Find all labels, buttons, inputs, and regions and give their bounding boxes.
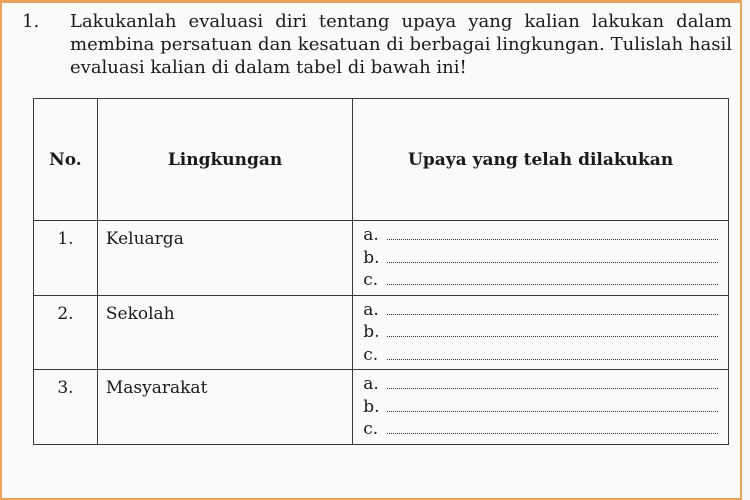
effort-line[interactable] <box>363 225 718 248</box>
instruction <box>22 10 732 79</box>
effort-label: b. <box>363 396 380 417</box>
answer-blank[interactable] <box>387 304 718 315</box>
effort-label: a. <box>363 299 379 320</box>
effort-line[interactable] <box>363 322 718 345</box>
question-text: Lakukanlah evaluasi diri tentang upaya yang kalian lakukan dalam membina persatuan dan kesatuan di berbagai lingkungan. Tulislah hasil evaluasi kalian di dalam tabel di bawah ini! <box>70 11 732 78</box>
answer-blank[interactable] <box>387 378 718 389</box>
effort-line[interactable] <box>363 248 718 271</box>
effort-label: b. <box>363 322 380 342</box>
answer-blank[interactable] <box>387 423 718 434</box>
answer-blank[interactable] <box>387 252 718 263</box>
effort-label: b. <box>363 247 380 268</box>
effort-label: a. <box>363 374 379 394</box>
effort-line[interactable] <box>363 419 718 442</box>
table-header-row <box>34 99 729 221</box>
row-environment: Masyarakat <box>97 370 352 445</box>
row-environment: Sekolah <box>97 295 352 370</box>
effort-line[interactable] <box>363 345 718 368</box>
header-efforts: Upaya yang telah dilakukan <box>353 99 729 221</box>
evaluation-table <box>33 98 729 445</box>
row-number: 1. <box>34 221 98 296</box>
effort-label: c. <box>363 344 379 365</box>
answer-blank[interactable] <box>387 349 718 360</box>
effort-line[interactable] <box>363 374 718 397</box>
effort-label: c. <box>363 419 379 439</box>
table-row <box>34 295 729 370</box>
effort-line[interactable] <box>363 270 718 293</box>
table-row <box>34 370 729 445</box>
row-environment: Keluarga <box>97 221 352 296</box>
answer-blank[interactable] <box>387 274 718 285</box>
header-no: No. <box>34 99 98 221</box>
answer-blank[interactable] <box>387 326 718 337</box>
row-efforts <box>353 221 729 296</box>
row-efforts <box>353 370 729 445</box>
effort-label: a. <box>363 225 379 245</box>
effort-line[interactable] <box>363 300 718 323</box>
answer-blank[interactable] <box>387 229 718 240</box>
question-number: 1. <box>22 11 40 32</box>
row-efforts <box>353 295 729 370</box>
effort-label: c. <box>363 270 379 290</box>
header-environment: Lingkungan <box>97 99 352 221</box>
table-row <box>34 221 729 296</box>
row-number: 2. <box>34 295 98 370</box>
row-number: 3. <box>34 370 98 445</box>
effort-line[interactable] <box>363 397 718 420</box>
answer-blank[interactable] <box>387 401 718 412</box>
